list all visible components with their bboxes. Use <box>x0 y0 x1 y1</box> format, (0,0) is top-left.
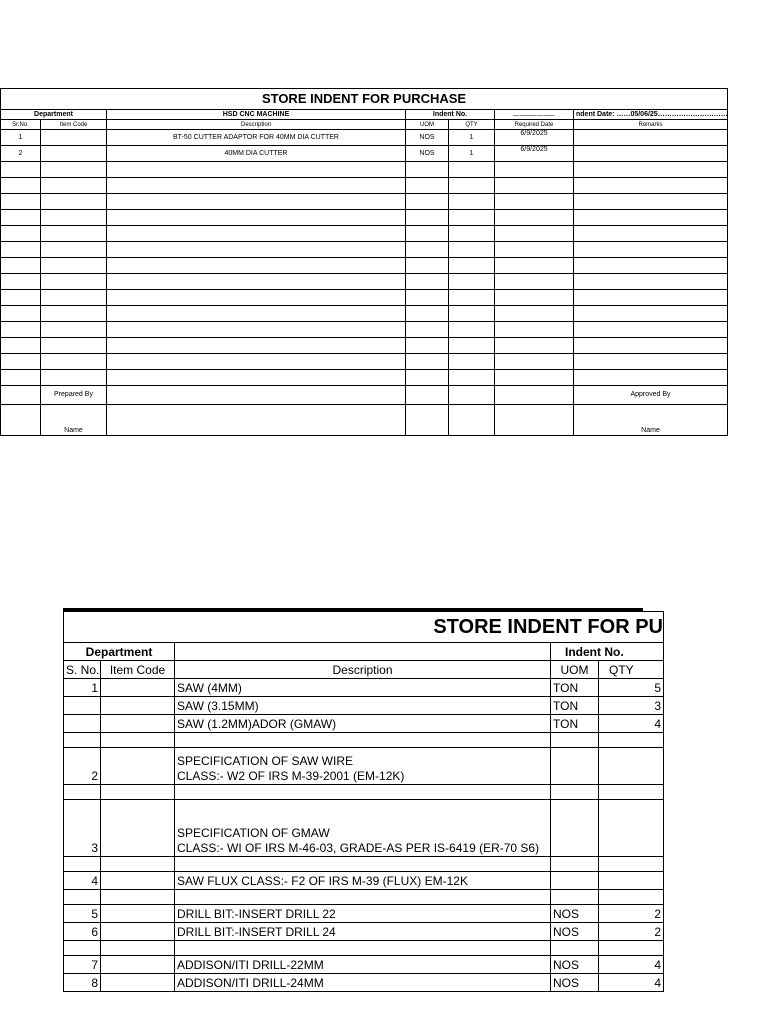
empty-cell[interactable] <box>495 194 574 210</box>
empty-cell[interactable] <box>1 370 41 386</box>
empty-cell[interactable] <box>574 322 728 338</box>
empty-cell[interactable] <box>107 162 406 178</box>
col-header-uom: UOM <box>551 661 599 679</box>
cell-qty[interactable]: 4 <box>599 974 664 992</box>
cell-item-code[interactable] <box>101 679 175 697</box>
cell-qty[interactable] <box>599 857 664 872</box>
empty-cell[interactable] <box>574 274 728 290</box>
cell-qty[interactable] <box>599 941 664 956</box>
empty-cell[interactable] <box>495 162 574 178</box>
blank-cell <box>107 386 406 405</box>
empty-cell[interactable] <box>449 338 495 354</box>
cell-description[interactable] <box>175 890 551 905</box>
empty-cell[interactable] <box>495 338 574 354</box>
empty-cell[interactable] <box>107 370 406 386</box>
blank-cell <box>107 405 406 436</box>
table-row <box>64 679 664 697</box>
table-row <box>1 146 728 162</box>
cell-sno[interactable]: 4 <box>64 872 101 890</box>
cell-sno[interactable] <box>64 733 101 748</box>
table-row <box>64 905 664 923</box>
cell-qty[interactable]: 4 <box>599 956 664 974</box>
cell-qty[interactable] <box>599 733 664 748</box>
cell-item-code[interactable] <box>101 697 175 715</box>
empty-row <box>1 242 728 258</box>
empty-cell[interactable] <box>449 162 495 178</box>
empty-row <box>1 162 728 178</box>
empty-cell[interactable] <box>107 210 406 226</box>
cell-description[interactable]: ADDISON/ITI DRILL-22MM <box>175 956 551 974</box>
empty-cell[interactable] <box>1 338 41 354</box>
empty-cell[interactable] <box>406 226 449 242</box>
col-header-description: Description <box>107 120 406 130</box>
indent-sheet-1 <box>0 88 727 436</box>
empty-cell[interactable] <box>1 274 41 290</box>
cell-description[interactable]: SAW (1.2MM)ADOR (GMAW) <box>175 715 551 733</box>
cell-uom[interactable] <box>551 785 599 800</box>
empty-cell[interactable] <box>495 322 574 338</box>
cell-item-code[interactable] <box>41 130 107 146</box>
col-header-required-date: Required Date <box>495 120 574 130</box>
table-row <box>64 697 664 715</box>
cell-qty[interactable]: 2 <box>599 923 664 941</box>
col-header-item-code: Item Code <box>41 120 107 130</box>
empty-cell[interactable] <box>449 258 495 274</box>
cell-item-code[interactable] <box>101 905 175 923</box>
cell-sno[interactable] <box>64 697 101 715</box>
col-header-remarks: Remarks <box>574 120 728 130</box>
blank-cell <box>406 405 449 436</box>
cell-srno[interactable]: 2 <box>1 146 41 162</box>
department-value[interactable] <box>175 643 551 661</box>
description-line: CLASS:- WI OF IRS M-46-03, GRADE-AS PER IS-6419 (ER-70 S6) <box>177 841 540 855</box>
col-header-item-code: Item Code <box>101 661 175 679</box>
col-header-description: Description <box>175 661 551 679</box>
cell-srno[interactable]: 1 <box>1 130 41 146</box>
indent-table-2 <box>63 611 664 992</box>
empty-cell[interactable] <box>1 210 41 226</box>
empty-cell[interactable] <box>495 370 574 386</box>
department-value[interactable]: HSD CNC MACHINE <box>107 110 406 120</box>
cell-qty[interactable] <box>599 872 664 890</box>
empty-cell[interactable] <box>574 162 728 178</box>
empty-cell[interactable] <box>107 290 406 306</box>
empty-cell[interactable] <box>107 178 406 194</box>
col-header-qty: QTY <box>449 120 495 130</box>
indent-no-value[interactable]: ………………… <box>495 110 574 120</box>
col-header-sno: S. No. <box>64 661 101 679</box>
empty-cell[interactable] <box>406 242 449 258</box>
cell-uom[interactable] <box>551 857 599 872</box>
empty-cell[interactable] <box>1 226 41 242</box>
empty-cell[interactable] <box>495 226 574 242</box>
empty-cell[interactable] <box>406 194 449 210</box>
empty-cell[interactable] <box>41 306 107 322</box>
empty-cell[interactable] <box>449 306 495 322</box>
table-row <box>64 785 664 800</box>
cell-sno[interactable] <box>64 941 101 956</box>
indent-table-1 <box>0 88 728 436</box>
empty-cell[interactable] <box>41 274 107 290</box>
cell-qty[interactable]: 1 <box>449 146 495 162</box>
cell-uom[interactable]: NOS <box>551 905 599 923</box>
table-row <box>64 857 664 872</box>
empty-cell[interactable] <box>574 354 728 370</box>
col-header-uom: UOM <box>406 120 449 130</box>
cell-uom[interactable]: NOS <box>551 974 599 992</box>
empty-cell[interactable] <box>107 258 406 274</box>
empty-cell[interactable] <box>495 258 574 274</box>
empty-cell[interactable] <box>1 306 41 322</box>
empty-cell[interactable] <box>107 194 406 210</box>
cell-uom[interactable]: NOS <box>406 146 449 162</box>
cell-qty[interactable]: 4 <box>599 715 664 733</box>
cell-uom[interactable]: NOS <box>551 956 599 974</box>
empty-cell[interactable] <box>1 258 41 274</box>
cell-qty[interactable]: 5 <box>599 679 664 697</box>
signature-row <box>1 386 728 405</box>
empty-cell[interactable] <box>449 178 495 194</box>
name-left-label: Name <box>41 405 107 436</box>
empty-cell[interactable] <box>406 322 449 338</box>
indent-no-label: Indent No. <box>406 110 495 120</box>
empty-cell[interactable] <box>406 338 449 354</box>
empty-row <box>1 322 728 338</box>
cell-description[interactable] <box>175 748 551 785</box>
empty-cell[interactable] <box>574 194 728 210</box>
cell-remarks[interactable] <box>574 146 728 162</box>
blank-cell <box>449 405 495 436</box>
cell-uom[interactable]: NOS <box>551 923 599 941</box>
cell-uom[interactable] <box>551 890 599 905</box>
indent-date[interactable]: ndent Date: ……05/06/25………………………… <box>574 110 728 120</box>
empty-cell[interactable] <box>406 354 449 370</box>
cell-qty[interactable]: 1 <box>449 130 495 146</box>
empty-cell[interactable] <box>449 354 495 370</box>
empty-cell[interactable] <box>495 354 574 370</box>
empty-cell[interactable] <box>107 322 406 338</box>
empty-cell[interactable] <box>41 210 107 226</box>
empty-cell[interactable] <box>495 242 574 258</box>
empty-cell[interactable] <box>449 274 495 290</box>
empty-cell[interactable] <box>1 194 41 210</box>
cell-description[interactable]: BT-50 CUTTER ADAPTOR FOR 40MM DIA CUTTER <box>107 130 406 146</box>
empty-cell[interactable] <box>41 322 107 338</box>
cell-uom[interactable]: TON <box>551 697 599 715</box>
empty-row <box>1 194 728 210</box>
empty-cell[interactable] <box>574 178 728 194</box>
blank-cell <box>449 386 495 405</box>
empty-cell[interactable] <box>574 290 728 306</box>
empty-cell[interactable] <box>1 178 41 194</box>
cell-description[interactable] <box>175 785 551 800</box>
empty-row <box>1 306 728 322</box>
cell-item-code[interactable] <box>101 956 175 974</box>
cell-uom[interactable]: TON <box>551 715 599 733</box>
empty-cell[interactable] <box>495 306 574 322</box>
cell-sno[interactable]: 6 <box>64 923 101 941</box>
empty-cell[interactable] <box>1 354 41 370</box>
empty-cell[interactable] <box>41 258 107 274</box>
table-row <box>64 872 664 890</box>
empty-cell[interactable] <box>406 178 449 194</box>
name-row <box>1 405 728 436</box>
empty-cell[interactable] <box>406 258 449 274</box>
cell-uom[interactable] <box>551 800 599 857</box>
empty-cell[interactable] <box>449 290 495 306</box>
table-row <box>1 130 728 146</box>
empty-cell[interactable] <box>41 354 107 370</box>
cell-uom[interactable]: NOS <box>406 130 449 146</box>
cell-item-code[interactable] <box>101 923 175 941</box>
empty-cell[interactable] <box>107 274 406 290</box>
empty-cell[interactable] <box>495 274 574 290</box>
empty-cell[interactable] <box>107 226 406 242</box>
table-row <box>64 923 664 941</box>
empty-cell[interactable] <box>107 354 406 370</box>
empty-cell[interactable] <box>449 210 495 226</box>
cell-item-code[interactable] <box>101 857 175 872</box>
cell-description[interactable]: SAW (4MM) <box>175 679 551 697</box>
empty-cell[interactable] <box>495 178 574 194</box>
cell-description[interactable]: ADDISON/ITI DRILL-24MM <box>175 974 551 992</box>
col-header-srno: Sr.No. <box>1 120 41 130</box>
cell-sno[interactable] <box>64 715 101 733</box>
empty-row <box>1 354 728 370</box>
empty-cell[interactable] <box>406 162 449 178</box>
empty-cell[interactable] <box>406 210 449 226</box>
empty-row <box>1 290 728 306</box>
cell-description[interactable] <box>175 733 551 748</box>
cell-qty[interactable]: 2 <box>599 905 664 923</box>
empty-row <box>1 210 728 226</box>
table-row <box>64 748 664 785</box>
cell-sno[interactable]: 3 <box>64 800 101 857</box>
cell-sno[interactable] <box>64 890 101 905</box>
blank-cell <box>495 405 574 436</box>
table-row <box>64 956 664 974</box>
empty-row <box>1 178 728 194</box>
empty-cell[interactable] <box>574 210 728 226</box>
cell-item-code[interactable] <box>41 146 107 162</box>
cell-qty[interactable]: 3 <box>599 697 664 715</box>
empty-cell[interactable] <box>574 258 728 274</box>
cell-qty[interactable] <box>599 890 664 905</box>
empty-cell[interactable] <box>449 194 495 210</box>
sheet2-title: STORE INDENT FOR PU <box>64 612 664 643</box>
empty-cell[interactable] <box>449 322 495 338</box>
cell-required-date[interactable]: 6/9/2025 <box>495 130 574 146</box>
empty-cell[interactable] <box>574 242 728 258</box>
table-row <box>64 941 664 956</box>
sheet1-title: STORE INDENT FOR PURCHASE <box>1 89 728 110</box>
cell-uom[interactable] <box>551 941 599 956</box>
cell-description[interactable]: DRILL BIT:-INSERT DRILL 24 <box>175 923 551 941</box>
empty-cell[interactable] <box>107 242 406 258</box>
empty-row <box>1 258 728 274</box>
cell-item-code[interactable] <box>101 785 175 800</box>
cell-description[interactable]: DRILL BIT:-INSERT DRILL 22 <box>175 905 551 923</box>
department-label: Department <box>64 643 175 661</box>
empty-cell[interactable] <box>1 322 41 338</box>
cell-sno[interactable] <box>64 857 101 872</box>
cell-item-code[interactable] <box>101 872 175 890</box>
name-right-label: Name <box>574 405 728 436</box>
indent-no-label: Indent No. <box>551 643 664 661</box>
blank-cell <box>1 386 41 405</box>
empty-cell[interactable] <box>406 274 449 290</box>
cell-required-date[interactable]: 6/9/2025 <box>495 146 574 162</box>
col-header-qty: QTY <box>599 661 664 679</box>
empty-cell[interactable] <box>495 210 574 226</box>
cell-item-code[interactable] <box>101 800 175 857</box>
sheet2-rows <box>64 679 664 992</box>
empty-cell[interactable] <box>1 162 41 178</box>
empty-row <box>1 274 728 290</box>
empty-cell[interactable] <box>41 162 107 178</box>
cell-item-code[interactable] <box>101 974 175 992</box>
description-line: SPECIFICATION OF SAW WIRE <box>177 754 354 768</box>
cell-sno[interactable]: 2 <box>64 748 101 785</box>
empty-cell[interactable] <box>406 306 449 322</box>
empty-rows <box>1 162 728 386</box>
cell-sno[interactable] <box>64 785 101 800</box>
empty-cell[interactable] <box>449 242 495 258</box>
blank-cell <box>495 386 574 405</box>
empty-cell[interactable] <box>406 370 449 386</box>
blank-cell <box>406 386 449 405</box>
empty-cell[interactable] <box>41 242 107 258</box>
table-row <box>64 715 664 733</box>
empty-row <box>1 338 728 354</box>
empty-cell[interactable] <box>574 306 728 322</box>
description-line: CLASS:- W2 OF IRS M-39-2001 (EM-12K) <box>177 769 405 783</box>
empty-cell[interactable] <box>41 290 107 306</box>
cell-qty[interactable] <box>599 800 664 857</box>
table-row <box>64 733 664 748</box>
cell-item-code[interactable] <box>101 715 175 733</box>
empty-cell[interactable] <box>574 338 728 354</box>
empty-cell[interactable] <box>41 226 107 242</box>
empty-cell[interactable] <box>41 194 107 210</box>
cell-description[interactable] <box>175 857 551 872</box>
cell-qty[interactable] <box>599 785 664 800</box>
empty-row <box>1 370 728 386</box>
cell-item-code[interactable] <box>101 890 175 905</box>
cell-sno[interactable]: 5 <box>64 905 101 923</box>
table-row <box>64 974 664 992</box>
cell-description[interactable]: SAW FLUX CLASS:- F2 OF IRS M-39 (FLUX) EM-12K <box>175 872 551 890</box>
cell-sno[interactable]: 8 <box>64 974 101 992</box>
prepared-by-label: Prepared By <box>41 386 107 405</box>
description-line: SPECIFICATION OF GMAW <box>177 826 330 840</box>
cell-qty[interactable] <box>599 748 664 785</box>
approved-by-label: Approved By <box>574 386 728 405</box>
empty-cell[interactable] <box>1 290 41 306</box>
cell-item-code[interactable] <box>101 941 175 956</box>
empty-cell[interactable] <box>41 338 107 354</box>
cell-uom[interactable] <box>551 872 599 890</box>
empty-cell[interactable] <box>574 370 728 386</box>
cell-description[interactable]: 40MM DIA CUTTER <box>107 146 406 162</box>
empty-cell[interactable] <box>574 226 728 242</box>
cell-uom[interactable] <box>551 748 599 785</box>
empty-cell[interactable] <box>41 370 107 386</box>
cell-description[interactable] <box>175 800 551 857</box>
empty-cell[interactable] <box>1 242 41 258</box>
empty-cell[interactable] <box>449 370 495 386</box>
table-row <box>64 890 664 905</box>
cell-description[interactable]: SAW (3.15MM) <box>175 697 551 715</box>
indent-sheet-2 <box>63 608 663 992</box>
cell-sno[interactable]: 7 <box>64 956 101 974</box>
empty-cell[interactable] <box>449 226 495 242</box>
cell-remarks[interactable] <box>574 130 728 146</box>
empty-cell[interactable] <box>406 290 449 306</box>
empty-cell[interactable] <box>107 306 406 322</box>
empty-cell[interactable] <box>495 290 574 306</box>
empty-row <box>1 226 728 242</box>
blank-cell <box>1 405 41 436</box>
cell-item-code[interactable] <box>101 748 175 785</box>
empty-cell[interactable] <box>107 338 406 354</box>
cell-uom[interactable]: TON <box>551 679 599 697</box>
cell-sno[interactable]: 1 <box>64 679 101 697</box>
table-row <box>64 800 664 857</box>
empty-cell[interactable] <box>41 178 107 194</box>
department-label: Department <box>1 110 107 120</box>
cell-description[interactable] <box>175 941 551 956</box>
cell-uom[interactable] <box>551 733 599 748</box>
cell-item-code[interactable] <box>101 733 175 748</box>
